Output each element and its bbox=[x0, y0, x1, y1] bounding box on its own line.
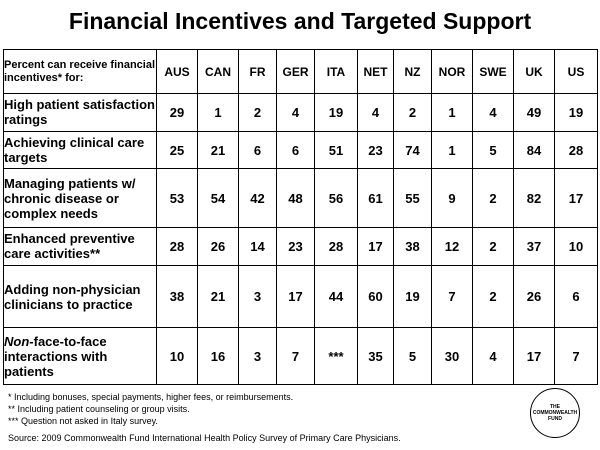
cell-aus: 10 bbox=[157, 328, 198, 385]
cell-uk: 26 bbox=[514, 265, 555, 328]
cell-nor: 9 bbox=[432, 169, 473, 228]
cell-aus: 29 bbox=[157, 94, 198, 132]
cell-nz: 74 bbox=[394, 131, 432, 169]
cell-fr: 6 bbox=[239, 131, 277, 169]
cell-ita: 28 bbox=[315, 227, 358, 265]
cell-can: 21 bbox=[198, 265, 239, 328]
cell-us: 28 bbox=[555, 131, 598, 169]
cell-aus: 28 bbox=[157, 227, 198, 265]
row-label bbox=[4, 169, 157, 228]
cell-ger: 48 bbox=[277, 169, 315, 228]
logo-line-1: THE bbox=[550, 404, 560, 410]
cell-us: 19 bbox=[555, 94, 598, 132]
column-header-nor: NOR bbox=[432, 50, 473, 94]
cell-ita: 44 bbox=[315, 265, 358, 328]
row-label-text: Managing patients w/ chronic disease or complex needs bbox=[4, 175, 136, 221]
row-label bbox=[4, 328, 157, 385]
footnote-1: * Including bonuses, special payments, higher fees, or reimbursements. bbox=[8, 392, 294, 402]
table-row bbox=[4, 169, 598, 228]
cell-ita: 51 bbox=[315, 131, 358, 169]
corner-header: Percent can receive financial incentives* for: bbox=[4, 50, 157, 94]
cell-uk: 82 bbox=[514, 169, 555, 228]
cell-can: 1 bbox=[198, 94, 239, 132]
logo-line-3: FUND bbox=[548, 416, 562, 422]
footnote-3: *** Question not asked in Italy survey. bbox=[8, 416, 158, 426]
cell-net: 23 bbox=[358, 131, 394, 169]
table-row bbox=[4, 94, 598, 132]
cell-us: 10 bbox=[555, 227, 598, 265]
cell-can: 54 bbox=[198, 169, 239, 228]
cell-uk: 49 bbox=[514, 94, 555, 132]
cell-net: 60 bbox=[358, 265, 394, 328]
cell-us: 6 bbox=[555, 265, 598, 328]
cell-ger: 7 bbox=[277, 328, 315, 385]
cell-nor: 12 bbox=[432, 227, 473, 265]
table-row bbox=[4, 131, 598, 169]
cell-uk: 84 bbox=[514, 131, 555, 169]
cell-aus: 53 bbox=[157, 169, 198, 228]
cell-swe: 2 bbox=[473, 227, 514, 265]
cell-net: 17 bbox=[358, 227, 394, 265]
cell-fr: 3 bbox=[239, 328, 277, 385]
column-header-us: US bbox=[555, 50, 598, 94]
cell-nz: 38 bbox=[394, 227, 432, 265]
cell-swe: 4 bbox=[473, 328, 514, 385]
cell-ger: 23 bbox=[277, 227, 315, 265]
column-header-nz: NZ bbox=[394, 50, 432, 94]
table-row bbox=[4, 265, 598, 328]
header-row bbox=[4, 50, 598, 94]
table-row bbox=[4, 328, 598, 385]
page-title: Financial Incentives and Targeted Support bbox=[68, 8, 532, 34]
cell-can: 26 bbox=[198, 227, 239, 265]
row-label-text: Adding non-physician clinicians to practice bbox=[4, 281, 141, 312]
column-header-ita: ITA bbox=[315, 50, 358, 94]
cell-can: 21 bbox=[198, 131, 239, 169]
cell-net: 4 bbox=[358, 94, 394, 132]
cell-swe: 2 bbox=[473, 169, 514, 228]
cell-nz: 55 bbox=[394, 169, 432, 228]
cell-fr: 3 bbox=[239, 265, 277, 328]
cell-fr: 2 bbox=[239, 94, 277, 132]
cell-nz: 2 bbox=[394, 94, 432, 132]
cell-us: 17 bbox=[555, 169, 598, 228]
cell-nor: 30 bbox=[432, 328, 473, 385]
column-header-uk: UK bbox=[514, 50, 555, 94]
cell-swe: 4 bbox=[473, 94, 514, 132]
cell-uk: 37 bbox=[514, 227, 555, 265]
column-header-can: CAN bbox=[198, 50, 239, 94]
column-header-swe: SWE bbox=[473, 50, 514, 94]
row-label bbox=[4, 265, 157, 328]
cell-nz: 19 bbox=[394, 265, 432, 328]
row-label-italic: Non bbox=[4, 333, 30, 349]
row-label-text: -face-to-face interactions with patients bbox=[4, 333, 108, 379]
table-row bbox=[4, 227, 598, 265]
cell-swe: 2 bbox=[473, 265, 514, 328]
cell-fr: 14 bbox=[239, 227, 277, 265]
row-label bbox=[4, 94, 157, 132]
cell-nor: 1 bbox=[432, 131, 473, 169]
cell-us: 7 bbox=[555, 328, 598, 385]
incentives-table bbox=[3, 49, 598, 385]
source-note: Source: 2009 Commonwealth Fund International Health Policy Survey of Primary Care Physicians. bbox=[8, 433, 401, 443]
cell-nz: 5 bbox=[394, 328, 432, 385]
cell-ger: 6 bbox=[277, 131, 315, 169]
row-label-text: Achieving clinical care targets bbox=[4, 135, 145, 165]
column-header-fr: FR bbox=[239, 50, 277, 94]
column-header-net: NET bbox=[358, 50, 394, 94]
cell-uk: 17 bbox=[514, 328, 555, 385]
cell-ger: 4 bbox=[277, 94, 315, 132]
row-label bbox=[4, 227, 157, 265]
column-header-aus: AUS bbox=[157, 50, 198, 94]
cell-ita: 19 bbox=[315, 94, 358, 132]
cell-nor: 1 bbox=[432, 94, 473, 132]
logo-line-2: COMMONWEALTH bbox=[532, 410, 578, 416]
cell-fr: 42 bbox=[239, 169, 277, 228]
commonwealth-fund-logo bbox=[530, 388, 580, 438]
cell-ita: *** bbox=[315, 328, 358, 385]
row-label-text: High patient satisfaction ratings bbox=[4, 97, 155, 128]
footnote-2: ** Including patient counseling or group visits. bbox=[8, 404, 190, 414]
footnotes bbox=[8, 391, 293, 427]
row-label bbox=[4, 131, 157, 169]
cell-aus: 38 bbox=[157, 265, 198, 328]
cell-net: 35 bbox=[358, 328, 394, 385]
cell-nor: 7 bbox=[432, 265, 473, 328]
cell-ger: 17 bbox=[277, 265, 315, 328]
cell-net: 61 bbox=[358, 169, 394, 228]
cell-aus: 25 bbox=[157, 131, 198, 169]
cell-ita: 56 bbox=[315, 169, 358, 228]
cell-swe: 5 bbox=[473, 131, 514, 169]
column-header-ger: GER bbox=[277, 50, 315, 94]
cell-can: 16 bbox=[198, 328, 239, 385]
row-label-text: Enhanced preventive care activities** bbox=[4, 231, 135, 262]
